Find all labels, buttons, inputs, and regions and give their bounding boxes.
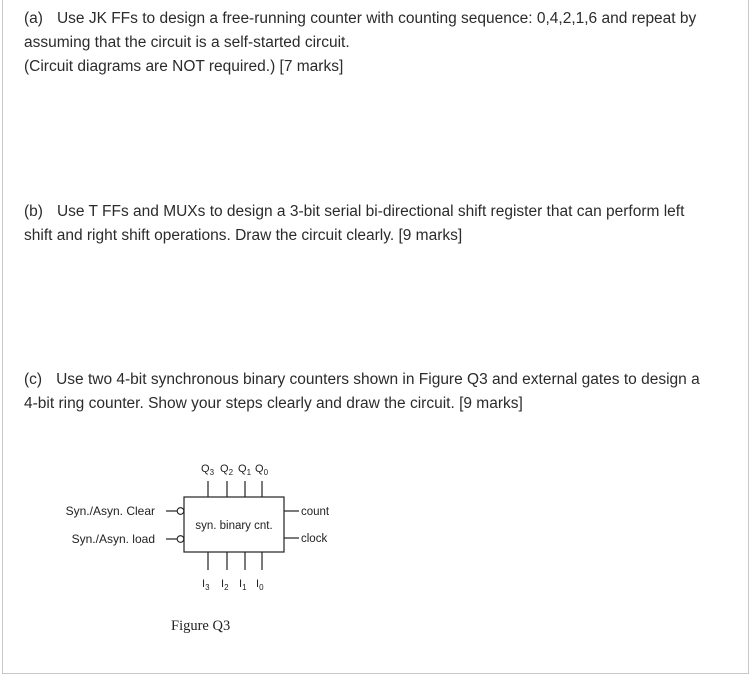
output-label-q2: $Q_2$ bbox=[220, 463, 234, 477]
question-c-tag: (c) bbox=[24, 371, 43, 388]
question-a-tag: (a) bbox=[24, 10, 43, 27]
count-signal-label: count bbox=[301, 506, 330, 518]
input-label-i0: $I_0$ bbox=[256, 578, 264, 592]
output-label-q1: $Q_1$ bbox=[238, 463, 252, 477]
question-b-tag: (b) bbox=[24, 203, 43, 220]
output-label-q3: $Q_3$ bbox=[201, 463, 215, 477]
load-signal-label: Syn./Asyn. load bbox=[71, 532, 155, 546]
question-b-line1: Use T FFs and MUXs to design a 3-bit serial bi-directional shift register that can perform left bbox=[56, 203, 685, 220]
question-a-line2: assuming that the circuit is a self-started circuit. bbox=[24, 34, 350, 51]
counter-block-label: syn. binary cnt. bbox=[195, 520, 273, 532]
clock-signal-label: clock bbox=[301, 533, 328, 545]
question-c-line2: 4-bit ring counter. Show your steps clearly and draw the circuit. [9 marks] bbox=[24, 395, 523, 412]
clear-signal-label: Syn./Asyn. Clear bbox=[65, 504, 155, 518]
input-label-i2: $I_2$ bbox=[221, 578, 229, 592]
output-label-q0: $Q_0$ bbox=[255, 463, 269, 477]
question-a-line1: Use JK FFs to design a free-running counter with counting sequence: 0,4,2,1,6 and repeat by bbox=[56, 10, 697, 27]
clear-inversion-bubble bbox=[177, 508, 184, 515]
figure-caption: Figure Q3 bbox=[171, 618, 231, 634]
load-inversion-bubble bbox=[177, 536, 184, 543]
question-c-line1: Use two 4-bit synchronous binary counters shown in Figure Q3 and external gates to design a bbox=[56, 371, 700, 388]
question-b-line2: shift and right shift operations. Draw the circuit clearly. [9 marks] bbox=[24, 227, 463, 244]
question-a-line3: (Circuit diagrams are NOT required.) [7 marks] bbox=[24, 58, 344, 75]
input-label-i3: $I_3$ bbox=[202, 578, 210, 592]
input-label-i1: $I_1$ bbox=[239, 578, 247, 592]
